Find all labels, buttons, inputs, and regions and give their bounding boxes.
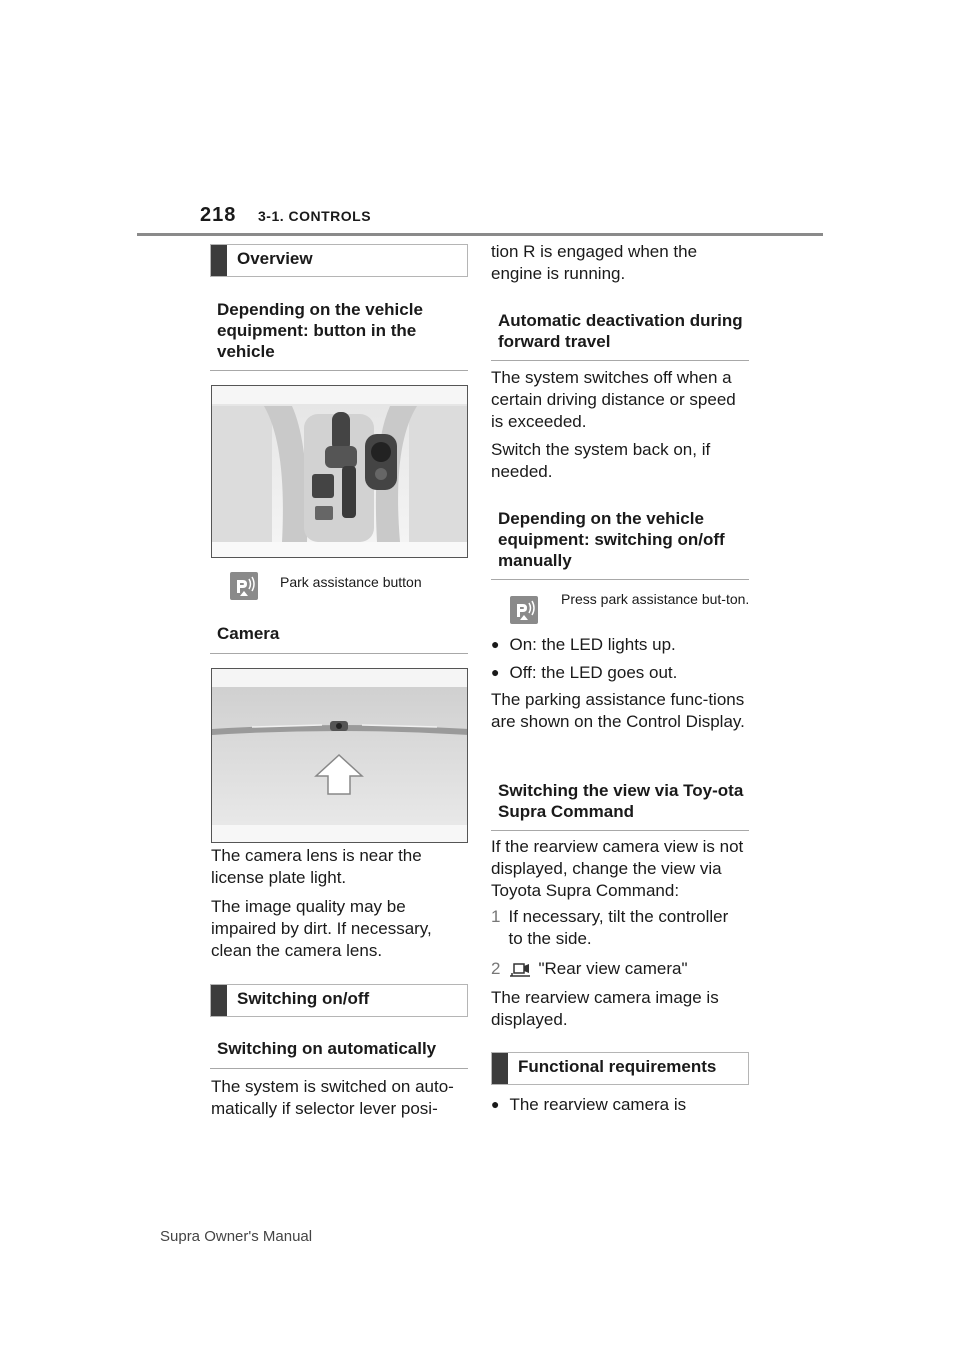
image-text: The rearview camera image is displayed. <box>491 988 719 1029</box>
heading-bar <box>211 985 227 1016</box>
switching-heading: Switching on/off <box>237 989 370 1008</box>
footer-text: Supra Owner's Manual <box>160 1228 313 1245</box>
equipment-subheading-box <box>210 299 468 371</box>
display-text: The parking assistance func-tions are shown on the Control Display. <box>491 690 745 731</box>
header-rule <box>137 233 823 236</box>
camera-subheading: Camera <box>217 624 280 643</box>
step-1 <box>491 906 749 950</box>
requirements-heading: Functional requirements <box>518 1057 717 1076</box>
deactivation-subheading: Automatic deactivation during forward travel <box>498 311 743 351</box>
camera-text-1: The camera lens is near the license plate light. <box>211 846 422 887</box>
manual-subheading: Depending on the vehicle equipment: switching on/off manually <box>498 509 725 570</box>
page-number: 218 <box>200 204 237 226</box>
deactivation-subheading-box <box>491 310 749 361</box>
equipment-subheading: Depending on the vehicle equipment: button in the vehicle <box>217 300 423 361</box>
heading-bar <box>492 1053 508 1084</box>
press-caption: Press park assistance but-ton. <box>561 591 750 607</box>
camera-subheading-box <box>210 623 468 654</box>
deactivation-text-2: Switch the system back on, if needed. <box>491 440 711 481</box>
overview-heading: Overview <box>237 249 313 268</box>
step-2-text: "Rear view camera" <box>538 959 688 978</box>
rear-camera-icon <box>508 959 532 979</box>
deactivation-text-1: The system switches off when a certain driving distance or speed is exceeded. <box>491 368 736 431</box>
view-text: If the rearview camera view is not displayed, change the view via Toyota Supra Command: <box>491 837 744 900</box>
bullet-on: ● On: the LED lights up. <box>491 633 749 656</box>
view-subheading: Switching the view via Toy-ota Supra Command <box>498 781 744 821</box>
switching-heading-box <box>210 984 468 1017</box>
auto-text: The system is switched on auto-matically if selector lever posi- <box>211 1077 454 1118</box>
requirement-bullet: ● The rearview camera is <box>491 1093 749 1116</box>
step-2-number: 2 <box>491 959 501 978</box>
view-subheading-box <box>491 780 749 831</box>
park-assist-icon <box>510 596 538 624</box>
auto-subheading: Switching on automatically <box>217 1039 437 1058</box>
section-title: 3-1. CONTROLS <box>258 208 372 224</box>
step-2 <box>491 958 749 980</box>
console-figure <box>211 385 468 558</box>
step-1-text: If necessary, tilt the controller to the side. <box>508 907 729 948</box>
manual-subheading-box <box>491 508 749 580</box>
overview-heading-box <box>210 244 468 277</box>
step-1-number: 1 <box>491 907 501 926</box>
center-console-image <box>212 386 468 558</box>
camera-location-image <box>212 669 468 843</box>
camera-text-2: The image quality may be impaired by dirt. If necessary, clean the camera lens. <box>211 897 432 960</box>
button-caption: Park assistance button <box>280 574 422 590</box>
auto-subheading-box <box>210 1038 468 1069</box>
requirements-heading-box <box>491 1052 749 1085</box>
bullet-off: ● Off: the LED goes out. <box>491 661 749 684</box>
camera-figure <box>211 668 468 843</box>
heading-bar <box>211 245 227 276</box>
continued-text: tion R is engaged when the engine is running. <box>491 242 698 283</box>
park-assist-icon <box>230 572 258 600</box>
